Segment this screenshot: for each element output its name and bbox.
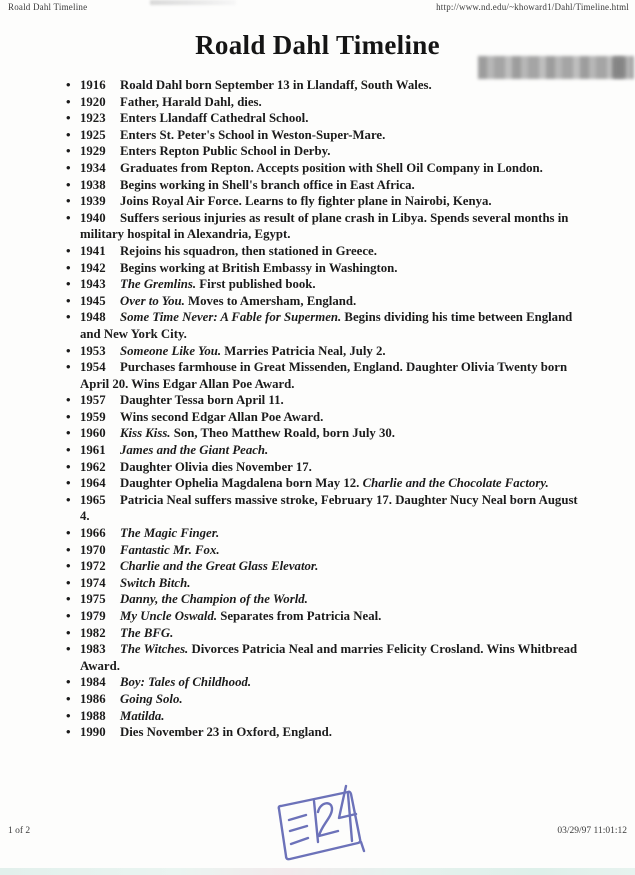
timeline-item — [56, 674, 586, 691]
timeline-item — [56, 193, 586, 210]
handwritten-tick — [361, 842, 364, 851]
timeline-text: Enters Repton Public School in Derby. — [120, 144, 331, 159]
timeline-year: 1966 — [80, 526, 106, 541]
page-title: Roald Dahl Timeline — [195, 30, 440, 60]
timeline-item — [56, 276, 586, 293]
timeline-item — [56, 260, 586, 277]
timeline-text: Daughter Tessa born April 11. — [120, 393, 284, 408]
timeline-text-book-title: Charlie and the Chocolate Factory. — [362, 476, 549, 491]
timeline-item — [56, 442, 586, 459]
timeline-year: 1948 — [80, 310, 106, 325]
timeline-year: 1925 — [80, 127, 106, 142]
timeline-year: 1975 — [80, 592, 106, 607]
timeline-text: Rejoins his squadron, then stationed in Greece. — [120, 243, 377, 258]
timeline-year: 1953 — [80, 343, 106, 358]
timeline-text-book-title: The BFG. — [120, 625, 174, 640]
handwritten-e-stroke-1 — [289, 815, 306, 820]
timeline-item — [56, 558, 586, 575]
handwritten-e-stroke-2 — [290, 826, 307, 831]
timeline-year: 1942 — [80, 260, 106, 275]
timeline-year: 1972 — [80, 559, 106, 574]
timeline-text: Begins dividing his time between England and New York City. — [80, 310, 573, 341]
scan-edge-strip — [0, 868, 635, 875]
timeline-text: First published book. — [196, 277, 316, 292]
timeline-year: 1920 — [80, 94, 106, 109]
timeline-item — [56, 359, 586, 392]
timeline-year: 1964 — [80, 476, 106, 491]
timeline-item — [56, 492, 586, 525]
timeline-year: 1962 — [80, 459, 106, 474]
timeline-year: 1961 — [80, 443, 106, 458]
timeline-text: Enters St. Peter's School in Weston-Super-Mare. — [120, 127, 386, 142]
timeline-text-book-title: Boy: Tales of Childhood. — [120, 675, 252, 690]
timeline-text: Purchases farmhouse in Great Missenden, England. Daughter Olivia Twenty born April 20. Wins Edgar Allan Poe Award. — [80, 360, 568, 391]
timeline-text-book-title: Charlie and the Great Glass Elevator. — [120, 559, 319, 574]
timeline-year: 1934 — [80, 160, 106, 175]
timeline-year: 1916 — [80, 78, 106, 92]
timeline-text-book-title: Kiss Kiss. — [120, 426, 171, 441]
timeline-year: 1938 — [80, 177, 106, 192]
timeline-item — [56, 591, 586, 608]
handwritten-mark-E24 — [260, 784, 376, 870]
timeline-item — [56, 293, 586, 310]
timeline-text: Daughter Ophelia Magdalena born May 12. — [120, 476, 363, 491]
timeline-item — [56, 77, 586, 94]
timeline-text: Roald Dahl born September 13 in Llandaff, South Wales. — [120, 78, 432, 92]
print-timestamp: 03/29/97 11:01:12 — [557, 826, 627, 836]
timeline-item — [56, 641, 586, 674]
timeline-year: 1945 — [80, 293, 106, 308]
page-number: 1 of 2 — [8, 826, 31, 836]
timeline-item — [56, 459, 586, 476]
timeline-text: Begins working at British Embassy in Washington. — [120, 260, 398, 275]
timeline-item — [56, 143, 586, 160]
timeline-item — [56, 724, 586, 741]
print-header — [8, 2, 631, 12]
timeline-text: Joins Royal Air Force. Learns to fly fighter plane in Nairobi, Kenya. — [120, 194, 492, 209]
timeline-item — [56, 343, 586, 360]
timeline-text: Graduates from Repton. Accepts position with Shell Oil Company in London. — [120, 160, 543, 175]
timeline-item — [56, 525, 586, 542]
timeline-text: Suffers serious injuries as result of plane crash in Libya. Spends several months in military hospital in Alexandria, Egypt. — [80, 210, 569, 242]
timeline-text-book-title: James and the Giant Peach. — [120, 443, 269, 458]
timeline-item — [56, 127, 586, 144]
timeline-item — [56, 392, 586, 409]
timeline-text-book-title: Someone Like You. — [120, 343, 222, 358]
handwritten-divider-stroke — [314, 801, 318, 842]
print-header-title: Roald Dahl Timeline — [8, 2, 88, 12]
timeline-text-book-title: Danny, the Champion of the World. — [120, 592, 308, 607]
timeline-item — [56, 608, 586, 625]
timeline-item — [56, 160, 586, 177]
timeline-item — [56, 708, 586, 725]
timeline-item — [56, 210, 586, 243]
timeline-text-book-title: The Gremlins. — [120, 277, 197, 292]
handwritten-digit-2 — [318, 803, 338, 836]
timeline-item — [56, 409, 586, 426]
timeline-text: Enters Llandaff Cathedral School. — [120, 111, 309, 126]
timeline-item — [56, 110, 586, 127]
timeline-year: 1986 — [80, 691, 106, 706]
timeline-text-book-title: Switch Bitch. — [120, 575, 191, 590]
timeline-year: 1970 — [80, 542, 106, 557]
timeline-year: 1941 — [80, 243, 106, 258]
timeline-item — [56, 309, 586, 342]
timeline-text: Father, Harald Dahl, dies. — [120, 94, 262, 109]
timeline-text: Moves to Amersham, England. — [184, 293, 357, 308]
timeline-text-book-title: Over to You. — [120, 293, 185, 308]
timeline-year: 1990 — [80, 725, 106, 740]
handwritten-e-stroke-3 — [291, 838, 308, 844]
timeline-text-book-title: Going Solo. — [120, 691, 183, 706]
timeline-text: Patricia Neal suffers massive stroke, February 17. Daughter Nucy Neal born August 4. — [80, 492, 578, 524]
timeline-year: 1983 — [80, 642, 106, 657]
timeline-year: 1984 — [80, 675, 106, 690]
timeline-year: 1965 — [80, 492, 106, 507]
timeline-year: 1960 — [80, 426, 106, 441]
print-header-url: http://www.nd.edu/~khoward1/Dahl/Timeline.html — [436, 2, 629, 12]
timeline-text-book-title: The Magic Finger. — [120, 526, 220, 541]
timeline-item — [56, 94, 586, 111]
timeline-item — [56, 243, 586, 260]
timeline-text-book-title: Some Time Never: A Fable for Supermen. — [120, 310, 342, 325]
timeline-text: Dies November 23 in Oxford, England. — [120, 725, 332, 740]
timeline-year: 1988 — [80, 708, 106, 723]
timeline-text: Divorces Patricia Neal and marries Felicity Crosland. Wins Whitbread Award. — [80, 642, 578, 673]
timeline-text: Separates from Patricia Neal. — [217, 609, 382, 623]
timeline-year: 1954 — [80, 360, 106, 375]
timeline-year: 1979 — [80, 609, 106, 623]
timeline-text-book-title: The Witches. — [120, 642, 189, 657]
timeline-text: Marries Patricia Neal, July 2. — [221, 343, 386, 358]
timeline-text: Daughter Olivia dies November 17. — [120, 459, 312, 474]
timeline-year: 1982 — [80, 625, 106, 640]
timeline-year: 1940 — [80, 210, 106, 225]
timeline-item — [56, 625, 586, 642]
timeline-year: 1943 — [80, 277, 106, 292]
timeline-item — [56, 575, 586, 592]
timeline-year: 1923 — [80, 111, 106, 126]
timeline-text: Begins working in Shell's branch office in East Africa. — [120, 177, 415, 192]
timeline-text: Son, Theo Matthew Roald, born July 30. — [170, 426, 395, 441]
timeline-list — [56, 77, 586, 741]
timeline-text-book-title: Matilda. — [120, 708, 165, 723]
timeline-item — [56, 177, 586, 194]
timeline-year: 1929 — [80, 144, 106, 159]
timeline-year: 1974 — [80, 575, 106, 590]
timeline-item — [56, 691, 586, 708]
timeline-text-book-title: My Uncle Oswald. — [120, 609, 218, 623]
timeline-year: 1939 — [80, 194, 106, 209]
timeline-item — [56, 425, 586, 442]
timeline-year: 1959 — [80, 409, 106, 424]
timeline-item — [56, 542, 586, 559]
timeline-item — [56, 475, 586, 492]
timeline-text-book-title: Fantastic Mr. Fox. — [120, 542, 220, 557]
timeline-year: 1957 — [80, 393, 106, 408]
timeline-text: Wins second Edgar Allan Poe Award. — [120, 409, 324, 424]
scan-smudge-top — [150, 0, 236, 5]
